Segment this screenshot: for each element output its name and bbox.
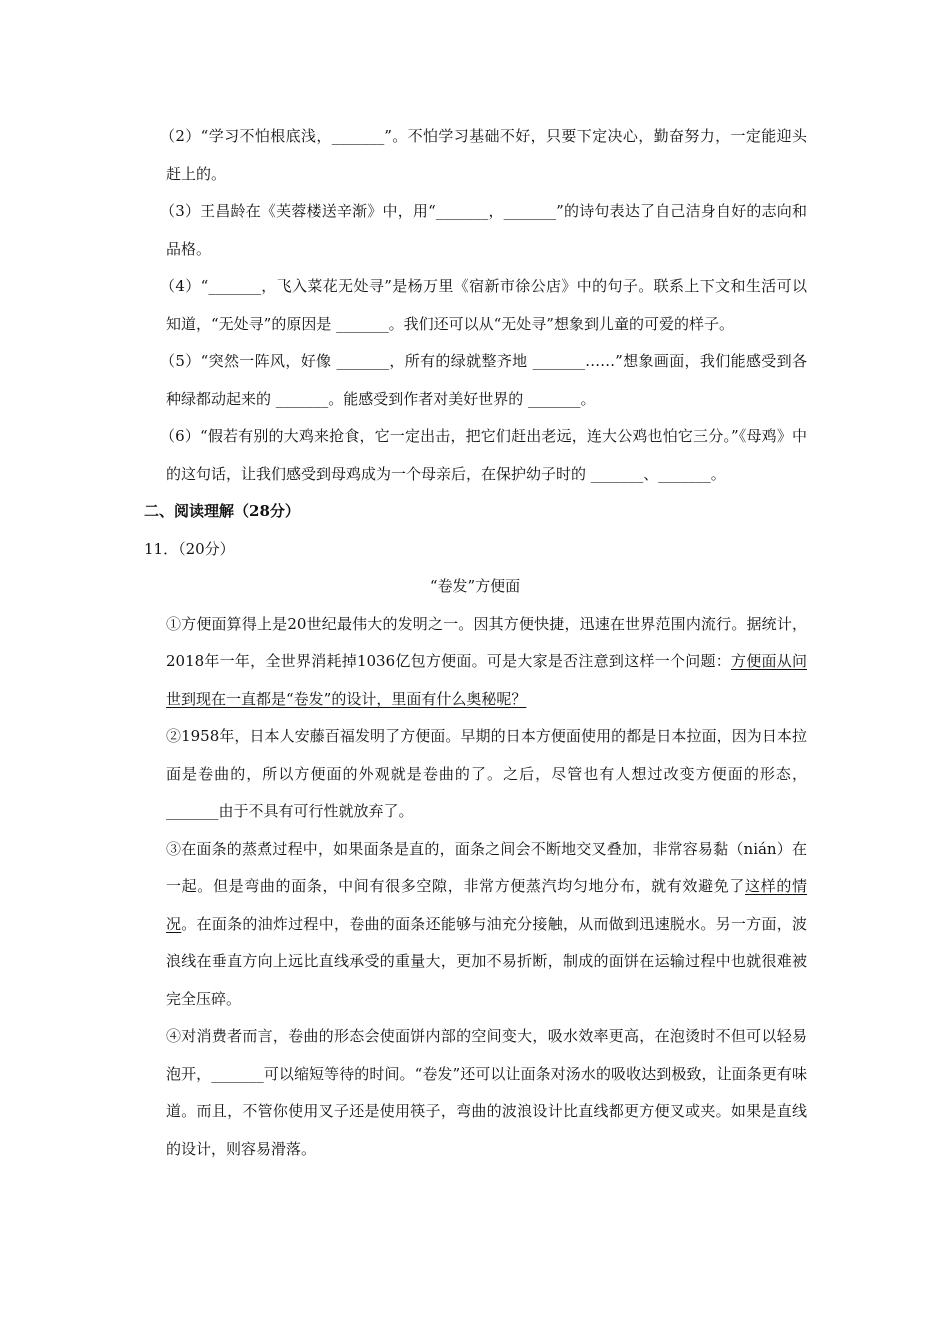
underlined-question-sentence: 方便面从问世到现在一直都是“卷发”的设计，里面有什么奥秘呢？: [166, 652, 807, 708]
passage-paragraph-1: [0, 606, 950, 719]
fill-in-item-5: （5）“突然一阵风，好像 _______，所有的绿就整齐地 _______……”想象画面，我们能感受到各种绿都动起来的 _______。能感受到作者对美好世界的 _______。: [160, 352, 807, 408]
passage-paragraph-3: [0, 831, 950, 1019]
underlined-phrase: 这样的情况: [166, 877, 807, 933]
fill-in-item-6: （6）“假若有别的大鸡来抢食，它一定出击，把它们赶出老远，连大公鸡也怕它三分。”《母鸡》中的这句话，让我们感受到母鸡成为一个母亲后，在保护幼子时的 _______、_______。: [160, 427, 807, 483]
passage-paragraph-2: ②1958年，日本人安藤百福发明了方便面。早期的日本方便面使用的都是日本拉面，因为日本拉面是卷曲的，所以方便面的外观就是卷曲的了。之后，尽管也有人想过改变方便面的形态，_______由于不具有可行性就放弃了。: [166, 727, 807, 820]
passage-paragraph-4: ④对消费者而言，卷曲的形态会使面饼内部的空间变大，吸水效率更高，在泡烫时不但可以轻易泡开，_______可以缩短等待的时间。“卷发”还可以让面条对汤水的吸收达到极致，让面条更有味道。而且，不管你使用叉子还是使用筷子，弯曲的波浪设计比直线都更方便叉或夹。如果是直线的设计，则容易滑落。: [166, 1027, 807, 1158]
question-label: 11．（20分）: [144, 539, 235, 558]
fill-in-item-2: （2）“学习不怕根底浅，_______”。不怕学习基础不好，只要下定决心，勤奋努力，一定能迎头赶上的。: [160, 127, 807, 183]
passage-title: “卷发”方便面: [429, 577, 521, 595]
paragraph-3-text-start: ③在面条的蒸煮过程中，如果面条是直的，面条之间会不断地交叉叠加，非常容易黏（nián）在一起。但是弯曲的面条，中间有很多空隙，非常方便蒸汽均匀地分布，就有效避免了: [166, 839, 807, 895]
paragraph-1-text: ①方便面算得上是20世纪最伟大的发明之一。因其方便快捷，迅速在世界范围内流行。据统计，2018年一年，全世界消耗掉1036亿包方便面。可是大家是否注意到这样一个问题：: [166, 614, 807, 670]
fill-in-item-4: （4）“_______，飞入菜花无处寻”是杨万里《宿新市徐公店》中的句子。联系上下文和生活可以知道，“无处寻”的原因是 _______。我们还可以从“无处寻”想象到儿童的可爱的样子。: [160, 277, 807, 333]
fill-in-item-3: （3）王昌龄在《芙蓉楼送辛渐》中，用“_______，_______”的诗句表达了自己洁身自好的志向和品格。: [160, 202, 807, 258]
document-content: [0, 118, 950, 1168]
section-heading: 二、阅读理解（28分）: [144, 502, 300, 520]
paragraph-3-text-end: 。在面条的油炸过程中，卷曲的面条还能够与油充分接触，从而做到迅速脱水。另一方面，波浪线在垂直方向上远比直线承受的重量大，更加不易折断，制成的面饼在运输过程中也就很难被完全压碎。: [166, 914, 807, 1008]
